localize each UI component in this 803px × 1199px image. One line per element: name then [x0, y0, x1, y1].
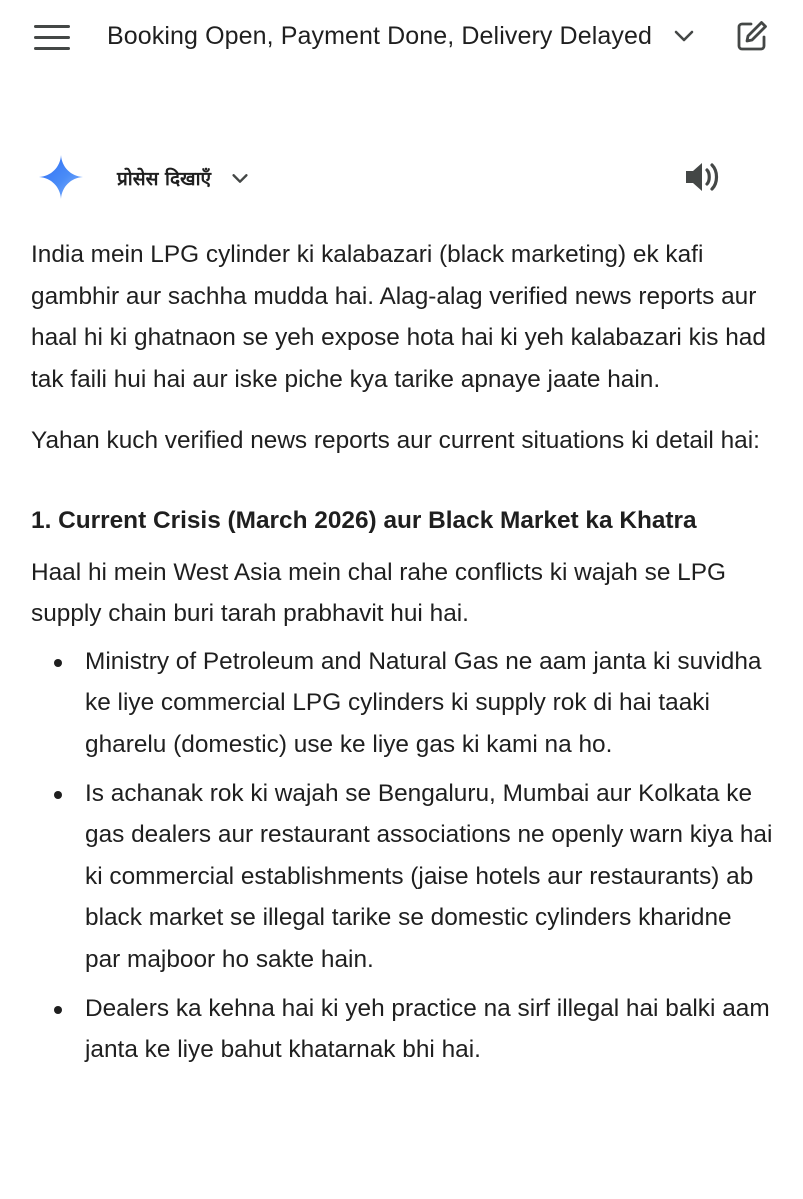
- list-item: [31, 641, 773, 766]
- show-process-toggle[interactable]: [117, 161, 251, 195]
- response-content: [31, 234, 773, 1078]
- context-paragraph: Yahan kuch verified news reports aur current situations ki detail hai:: [31, 427, 760, 455]
- intro-paragraph: India mein LPG cylinder ki kalabazari (black marketing) ek kafi gambhir aur sachha mudda hai. Alag-alag verified news reports aur haal hi ki ghatnaon se yeh expose hota hai ki yeh kalabazari kis had tak faili hui hai aur iske piche kya tarike apnaye jaate hain.: [31, 241, 766, 393]
- chat-title[interactable]: Booking Open, Payment Done, Delivery Delayed: [107, 22, 652, 50]
- top-app-bar: [0, 0, 803, 76]
- hamburger-menu-icon[interactable]: [34, 25, 72, 51]
- bullet-list: [31, 641, 773, 1071]
- show-process-label: प्रोसेस दिखाएँ: [117, 168, 212, 190]
- gemini-sparkle-icon: [38, 154, 84, 200]
- list-item-text: Dealers ka kehna hai ki yeh practice na sirf illegal hai balki aam janta ke liye bahut khatarnak bhi hai.: [85, 994, 770, 1064]
- chevron-down-icon[interactable]: [672, 24, 696, 48]
- list-item: [31, 988, 773, 1071]
- bullet-dot: [54, 659, 62, 667]
- bullet-dot: [54, 791, 62, 799]
- speaker-icon[interactable]: [682, 156, 724, 198]
- section-heading: 1. Current Crisis (March 2026) aur Black Market ka Khatra: [31, 506, 697, 534]
- response-header: [0, 146, 803, 210]
- list-item: [31, 773, 773, 981]
- list-item-text: Ministry of Petroleum and Natural Gas ne aam janta ki suvidha ke liye commercial LPG cylinders ki supply rok di hai taaki gharelu (domestic) use ke liye gas ki kami na ho.: [85, 647, 762, 758]
- section-intro: Haal hi mein West Asia mein chal rahe conflicts ki wajah se LPG supply chain buri tarah prabhavit hui hai.: [31, 558, 726, 628]
- list-item-text: Is achanak rok ki wajah se Bengaluru, Mumbai aur Kolkata ke gas dealers aur restaurant associations ne openly warn kiya hai ki commercial establishments (jaise hotels aur restaurants) ab black market se illegal tarike se domestic cylinders kharidne par majboor ho sakte hain.: [85, 779, 773, 973]
- chevron-down-icon: [229, 167, 251, 189]
- new-chat-edit-icon[interactable]: [734, 18, 770, 54]
- bullet-dot: [54, 1006, 62, 1014]
